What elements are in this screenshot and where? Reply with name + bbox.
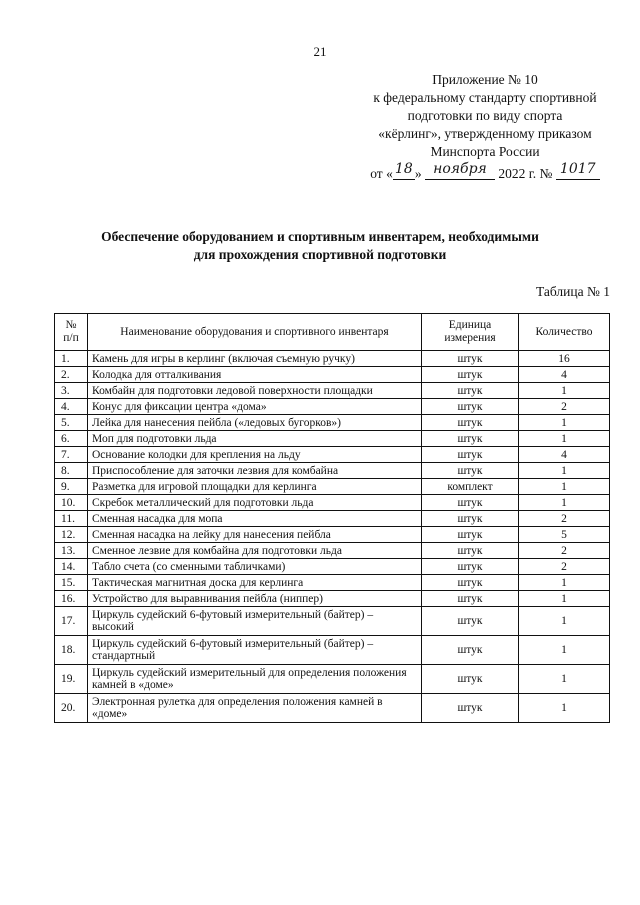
cell-name: Устройство для выравнивания пейбла (ниппер) — [88, 591, 422, 607]
cell-unit: штук — [422, 399, 519, 415]
cell-name: Основание колодки для крепления на льду — [88, 447, 422, 463]
header-unit: Единица измерения — [422, 314, 519, 351]
order-date-line — [340, 161, 630, 183]
cell-name: Приспособление для заточки лезвия для комбайна — [88, 463, 422, 479]
cell-num: 18. — [55, 636, 88, 665]
cell-name: Циркуль судейский 6-футовый измерительный (байтер) – высокий — [88, 607, 422, 636]
cell-num: 10. — [55, 495, 88, 511]
cell-qty: 1 — [519, 495, 610, 511]
cell-unit: штук — [422, 367, 519, 383]
cell-qty: 2 — [519, 511, 610, 527]
cell-num: 15. — [55, 575, 88, 591]
cell-qty: 1 — [519, 607, 610, 636]
table-row — [55, 543, 610, 559]
cell-num: 9. — [55, 479, 88, 495]
appendix-line: подготовки по виду спорта — [407, 108, 563, 123]
appendix-line: Минспорта России — [430, 144, 540, 159]
table-row — [55, 463, 610, 479]
cell-qty: 2 — [519, 399, 610, 415]
cell-name: Разметка для игровой площадки для керлинга — [88, 479, 422, 495]
table-row — [55, 665, 610, 694]
cell-num: 2. — [55, 367, 88, 383]
table-body — [55, 351, 610, 723]
cell-unit: штук — [422, 559, 519, 575]
cell-name: Моп для подготовки льда — [88, 431, 422, 447]
cell-name: Скребок металлический для подготовки льда — [88, 495, 422, 511]
cell-name: Конус для фиксации центра «дома» — [88, 399, 422, 415]
table-row — [55, 447, 610, 463]
cell-unit: штук — [422, 636, 519, 665]
table-row — [55, 607, 610, 636]
handwritten-order-number: 1017 — [559, 161, 596, 177]
cell-num: 4. — [55, 399, 88, 415]
cell-num: 14. — [55, 559, 88, 575]
cell-name: Электронная рулетка для определения положения камней в «доме» — [88, 694, 422, 723]
table-row — [55, 511, 610, 527]
cell-num: 19. — [55, 665, 88, 694]
table-row — [55, 591, 610, 607]
table-row — [55, 479, 610, 495]
cell-name: Сменная насадка на лейку для нанесения пейбла — [88, 527, 422, 543]
document-title — [60, 228, 580, 264]
appendix-line: Приложение № 10 — [432, 72, 538, 87]
table-row — [55, 383, 610, 399]
handwritten-month: ноября — [433, 161, 487, 177]
cell-name: Циркуль судейский 6-футовый измерительный (байтер) – стандартный — [88, 636, 422, 665]
cell-qty: 4 — [519, 367, 610, 383]
cell-qty: 1 — [519, 463, 610, 479]
table-label: Таблица № 1 — [536, 284, 610, 299]
order-number-field — [556, 161, 600, 180]
cell-qty: 1 — [519, 415, 610, 431]
cell-qty: 1 — [519, 694, 610, 723]
header-num: № п/п — [55, 314, 88, 351]
table-row — [55, 575, 610, 591]
cell-name: Сменное лезвие для комбайна для подготовки льда — [88, 543, 422, 559]
table-row — [55, 694, 610, 723]
table-row — [55, 431, 610, 447]
cell-unit: штук — [422, 527, 519, 543]
cell-num: 12. — [55, 527, 88, 543]
cell-qty: 4 — [519, 447, 610, 463]
cell-num: 8. — [55, 463, 88, 479]
cell-unit: штук — [422, 511, 519, 527]
cell-num: 11. — [55, 511, 88, 527]
table-row — [55, 415, 610, 431]
cell-unit: штук — [422, 694, 519, 723]
table-header-row — [55, 314, 610, 351]
cell-name: Камень для игры в керлинг (включая съемную ручку) — [88, 351, 422, 367]
cell-unit: штук — [422, 591, 519, 607]
cell-unit: штук — [422, 543, 519, 559]
cell-qty: 1 — [519, 636, 610, 665]
table-row — [55, 399, 610, 415]
appendix-line: «кёрлинг», утвержденному приказом — [378, 126, 592, 141]
appendix-line: к федеральному стандарту спортивной — [373, 90, 597, 105]
cell-qty: 2 — [519, 543, 610, 559]
cell-unit: штук — [422, 495, 519, 511]
table-row — [55, 351, 610, 367]
year-text: 2022 г. № — [498, 166, 553, 181]
cell-unit: штук — [422, 575, 519, 591]
cell-num: 1. — [55, 351, 88, 367]
table-row — [55, 367, 610, 383]
cell-num: 6. — [55, 431, 88, 447]
cell-num: 3. — [55, 383, 88, 399]
cell-qty: 1 — [519, 575, 610, 591]
cell-name: Сменная насадка для мопа — [88, 511, 422, 527]
appendix-header — [340, 71, 630, 183]
header-name: Наименование оборудования и спортивного инвентаря — [88, 314, 422, 351]
title-line: для прохождения спортивной подготовки — [193, 247, 447, 262]
month-field — [425, 161, 495, 180]
cell-unit: штук — [422, 665, 519, 694]
cell-unit: штук — [422, 447, 519, 463]
cell-qty: 1 — [519, 665, 610, 694]
cell-num: 16. — [55, 591, 88, 607]
table-row — [55, 559, 610, 575]
date-prefix: от « — [370, 166, 393, 181]
cell-qty: 1 — [519, 591, 610, 607]
cell-unit: штук — [422, 463, 519, 479]
cell-num: 5. — [55, 415, 88, 431]
cell-unit: штук — [422, 415, 519, 431]
cell-name: Тактическая магнитная доска для керлинга — [88, 575, 422, 591]
cell-num: 17. — [55, 607, 88, 636]
cell-unit: комплект — [422, 479, 519, 495]
cell-qty: 1 — [519, 383, 610, 399]
cell-qty: 1 — [519, 431, 610, 447]
day-field — [393, 161, 415, 180]
cell-num: 7. — [55, 447, 88, 463]
cell-qty: 2 — [519, 559, 610, 575]
cell-name: Циркуль судейский измерительный для определения положения камней в «доме» — [88, 665, 422, 694]
date-mid: » — [414, 166, 422, 181]
cell-qty: 1 — [519, 479, 610, 495]
title-line: Обеспечение оборудованием и спортивным инвентарем, необходимыми — [101, 229, 539, 244]
page-number: 21 — [313, 44, 327, 59]
handwritten-day: 18 — [394, 161, 413, 177]
cell-name: Комбайн для подготовки ледовой поверхности площадки — [88, 383, 422, 399]
cell-num: 13. — [55, 543, 88, 559]
header-qty: Количество — [519, 314, 610, 351]
cell-qty: 16 — [519, 351, 610, 367]
cell-name: Табло счета (со сменными табличками) — [88, 559, 422, 575]
cell-unit: штук — [422, 607, 519, 636]
cell-unit: штук — [422, 351, 519, 367]
table-row — [55, 636, 610, 665]
table-row — [55, 527, 610, 543]
cell-unit: штук — [422, 383, 519, 399]
cell-qty: 5 — [519, 527, 610, 543]
cell-num: 20. — [55, 694, 88, 723]
table-row — [55, 495, 610, 511]
cell-unit: штук — [422, 431, 519, 447]
cell-name: Лейка для нанесения пейбла («ледовых бугорков») — [88, 415, 422, 431]
cell-name: Колодка для отталкивания — [88, 367, 422, 383]
equipment-table — [54, 313, 610, 723]
